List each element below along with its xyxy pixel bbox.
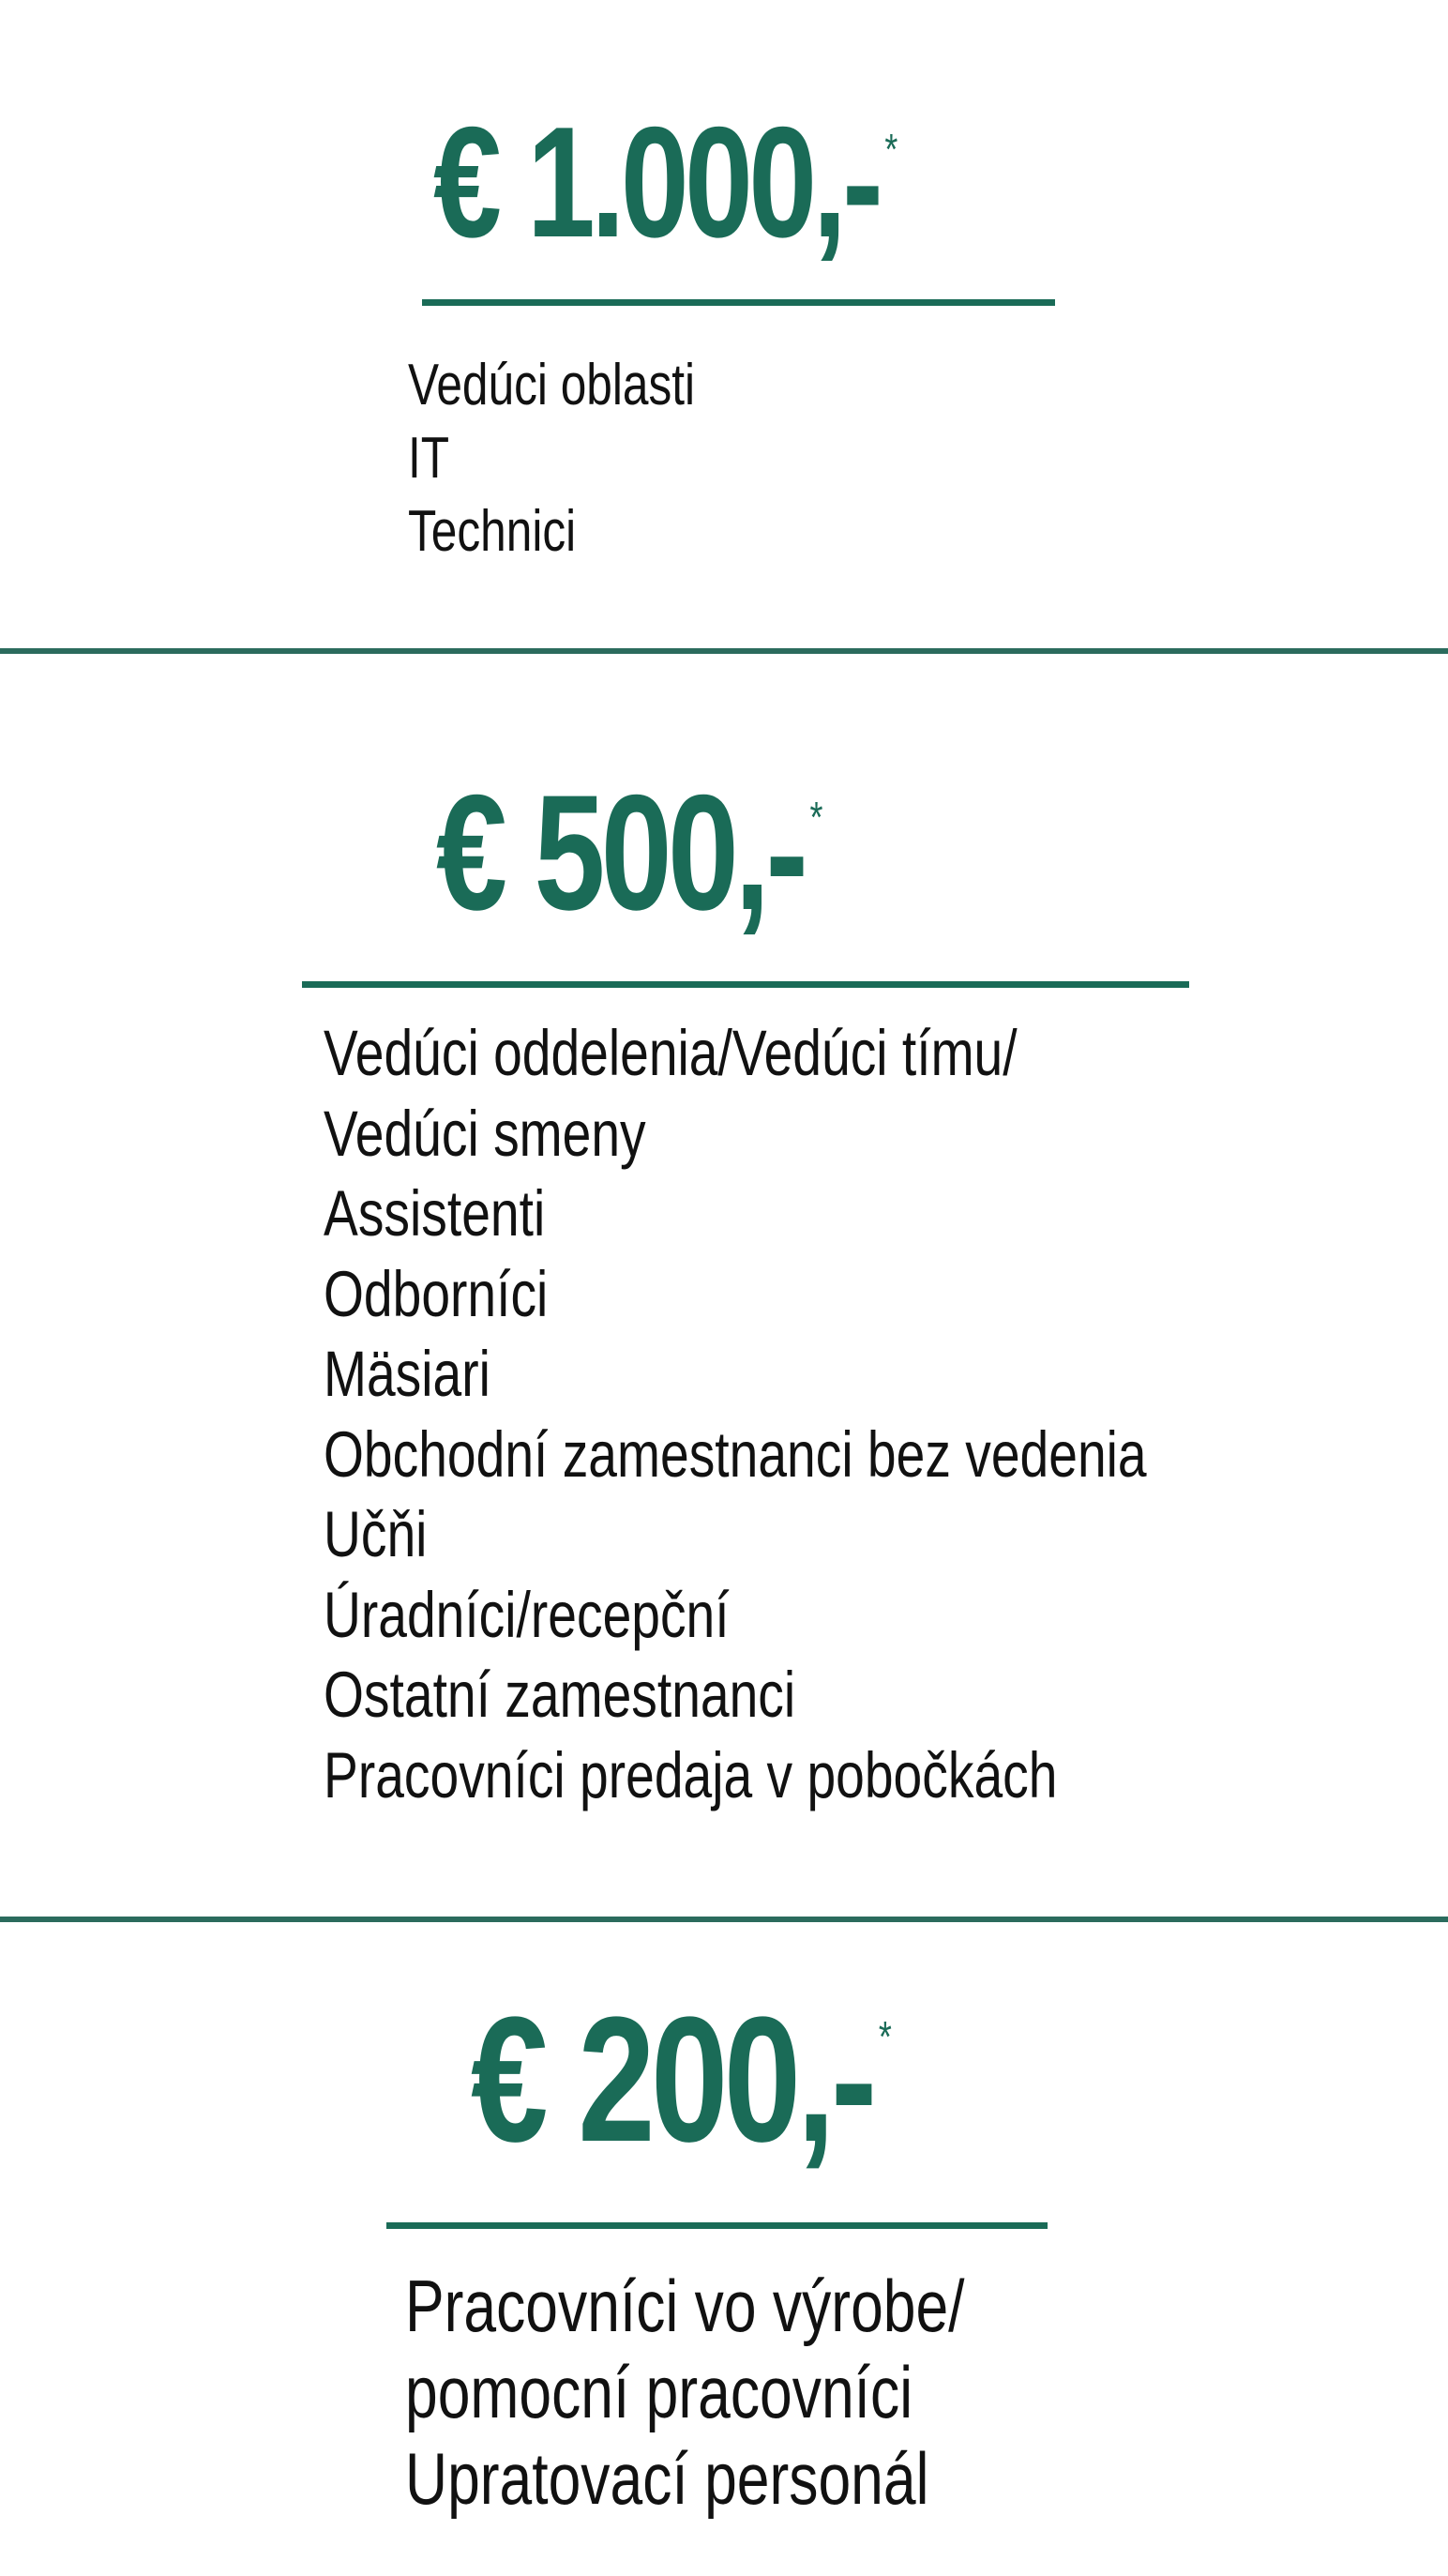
- role-item: Assistenti: [324, 1177, 546, 1250]
- rule-1000: [422, 299, 1055, 306]
- role-list-500: [324, 1013, 1147, 1815]
- role-list-200: [405, 2263, 965, 2522]
- role-item: Učňi: [324, 1498, 428, 1570]
- role-item: pomocní pracovníci: [405, 2351, 913, 2433]
- role-item: Úradníci/recepční: [324, 1578, 730, 1651]
- role-item: Odborníci: [324, 1257, 549, 1330]
- amount-500-value: € 500,-: [436, 762, 805, 945]
- role-item: Technici: [408, 499, 577, 564]
- role-item: Upratovací personál: [405, 2437, 929, 2520]
- rule-200: [386, 2222, 1048, 2229]
- role-list-1000: [408, 349, 695, 568]
- role-item: Vedúci oddelenia/Vedúci tímu/: [324, 1017, 1018, 1089]
- amount-1000-value: € 1.000,-: [433, 94, 880, 270]
- asterisk-1000: *: [884, 125, 898, 174]
- rule-500: [302, 981, 1189, 988]
- role-item: Pracovníci vo výrobe/: [405, 2265, 965, 2347]
- role-item: Mäsiari: [324, 1338, 490, 1410]
- section-divider-1: [0, 648, 1448, 654]
- amount-1000: [433, 94, 898, 270]
- amount-500: [436, 762, 823, 945]
- role-item: Ostatní zamestnanci: [324, 1659, 796, 1731]
- role-item: Obchodní zamestnanci bez vedenia: [324, 1417, 1147, 1491]
- role-item: Vedúci smeny: [324, 1097, 646, 1170]
- section-divider-2: [0, 1917, 1448, 1922]
- role-item: Vedúci oblasti: [408, 353, 696, 417]
- asterisk-500: *: [809, 793, 823, 841]
- role-item: Pracovníci predaja v pobočkách: [324, 1738, 1058, 1811]
- role-item: IT: [408, 426, 450, 491]
- amount-200: [471, 1980, 892, 2179]
- amount-200-value: € 200,-: [471, 1980, 873, 2179]
- asterisk-200: *: [878, 2012, 892, 2061]
